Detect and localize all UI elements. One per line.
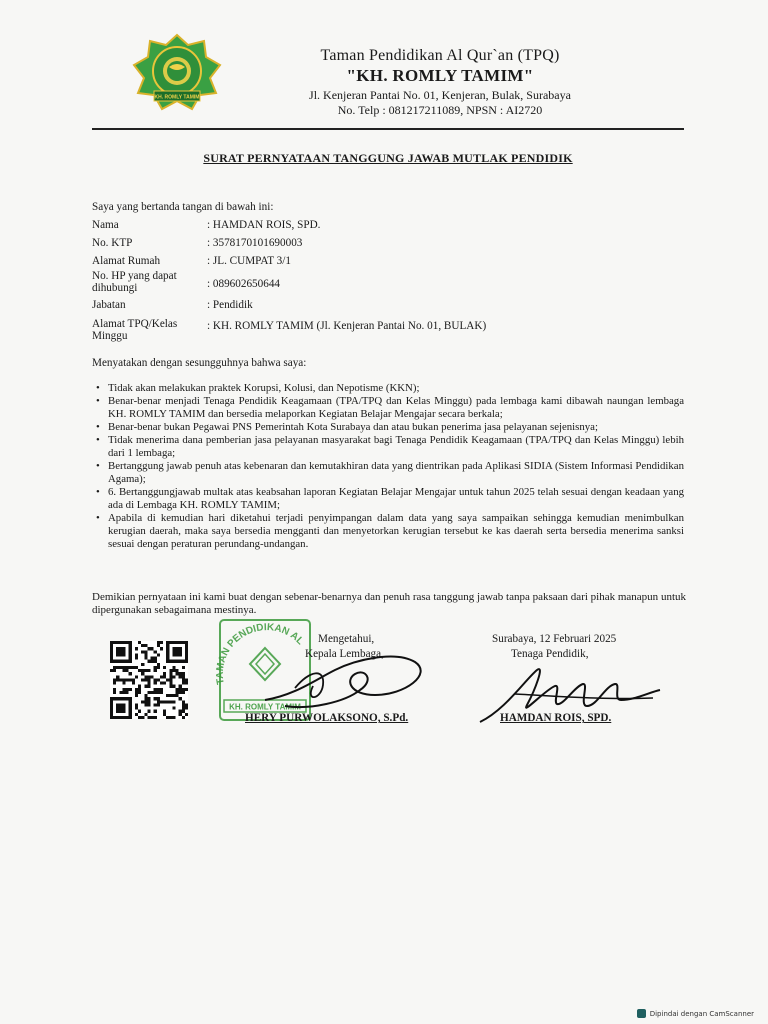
- teacher-name: HAMDAN ROIS, SPD.: [500, 712, 612, 724]
- letterhead-institution: Taman Pendidikan Al Qur`an (TPQ): [320, 47, 560, 64]
- letterhead-address: Jl. Kenjeran Pantai No. 01, Kenjeran, Bulak, Surabaya: [309, 88, 571, 102]
- field-value-ktp: : 3578170101690003: [207, 237, 303, 249]
- field-value-phone: : 089602650644: [207, 278, 281, 290]
- field-label-phone: No. HP yang dapat dihubungi: [92, 270, 177, 294]
- school-logo: [132, 33, 222, 113]
- head-role-label: Kepala Lembaga,: [305, 648, 384, 660]
- field-label-name: Nama: [92, 219, 119, 231]
- head-name: HERY PURWOLAKSONO, S.Pd.: [245, 712, 409, 724]
- closing-text: Demikian pernyataan ini kami buat dengan sebenar-benarnya dan penuh rasa tanggung jawab tanpa paksaan dari pihak manapun untuk dipergunakan sebagaimana mestinya.: [92, 591, 686, 616]
- intro-text: Saya yang bertanda tangan di bawah ini:: [92, 201, 274, 213]
- document-title: SURAT PERNYATAAN TANGGUNG JAWAB MUTLAK PENDIDIK: [203, 151, 573, 165]
- teacher-role-label: Tenaga Pendidik,: [511, 648, 589, 660]
- declaration-item: • 6. Bertanggungjawab multak atas keabsahan laporan Kegiatan Belajar Mengajar untuk tahun 2025 telah sesuai dengan keadaan yang ada di Lembaga KH. ROMLY TAMIM;: [92, 486, 684, 512]
- stamp-bottom-text: KH. ROMLY TAMIM: [229, 702, 301, 712]
- qr-code: [110, 641, 188, 719]
- field-label-ktp: No. KTP: [92, 237, 133, 249]
- declaration-list: [92, 382, 684, 551]
- logo-ribbon-text: KH. ROMLY TAMIM: [154, 94, 200, 101]
- letterhead-divider: [92, 128, 684, 130]
- acknowledged-label: Mengetahui,: [318, 633, 375, 645]
- scanner-watermark-text: Dipindai dengan CamScanner: [649, 1009, 754, 1018]
- letterhead-name: "KH. ROMLY TAMIM": [346, 66, 534, 85]
- declaration-item: • Tidak akan melakukan praktek Korupsi, Kolusi, dan Nepotisme (KKN);: [92, 382, 684, 395]
- declaration-item: • Benar-benar bukan Pegawai PNS Pemerintah Kota Surabaya dan atau bukan penerima jasa pelayanan sejenisnya;: [92, 421, 684, 434]
- declaration-item: • Apabila di kemudian hari diketahui terjadi penyimpangan dalam data yang saya sampaikan sehingga kemudian menimbulkan kerugian daerah, maka saya bersedia mengganti dan menyetorkan kerugian tersebut ke kas daerah serta bersedia menerima sanksi sesuai dengan peraturan perundang-undangan.: [92, 512, 684, 551]
- field-value-name: : HAMDAN ROIS, SPD.: [207, 219, 321, 231]
- declaration-item: • Bertanggung jawab penuh atas kebenaran dan kemutakhiran data yang dientrikan pada Aplikasi SIDIA (Sistem Informasi Pendidikan Agama);: [92, 460, 684, 486]
- field-value-position: : Pendidik: [207, 299, 253, 311]
- head-signature: [255, 640, 435, 720]
- field-label-position: Jabatan: [92, 299, 126, 311]
- letterhead-contact: No. Telp : 081217211089, NPSN : AI2720: [337, 103, 543, 117]
- stamp-arc-text: TAMAN PENDIDIKAN AL: [214, 622, 306, 686]
- place-date: Surabaya, 12 Februari 2025: [492, 633, 617, 645]
- declaration-item: • Tidak menerima dana pemberian jasa pelayanan masyarakat bagi Tenaga Pendidik Keagamaan (TPA/TPQ dan Kelas Minggu) lebih dari 1 lembaga;: [92, 434, 684, 460]
- field-label-address: Alamat Rumah: [92, 255, 161, 267]
- statement-text: Menyatakan dengan sesungguhnya bahwa saya:: [92, 357, 307, 369]
- field-value-address: : JL. CUMPAT 3/1: [207, 255, 291, 267]
- declaration-item: • Benar-benar menjadi Tenaga Pendidik Keagamaan (TPA/TPQ dan Kelas Minggu) pada lembaga kami dibawah naungan lembaga KH. ROMLY TAMIM dan bersedia melaporkan Kegiatan Belajar Mengajar secara berkala;: [92, 395, 684, 421]
- field-label-tpq-address: Alamat TPQ/Kelas Minggu: [92, 318, 178, 342]
- scanner-watermark: [637, 1009, 754, 1018]
- camscanner-icon: [637, 1009, 646, 1018]
- field-value-tpq-address: : KH. ROMLY TAMIM (Jl. Kenjeran Pantai No. 01, BULAK): [207, 320, 487, 332]
